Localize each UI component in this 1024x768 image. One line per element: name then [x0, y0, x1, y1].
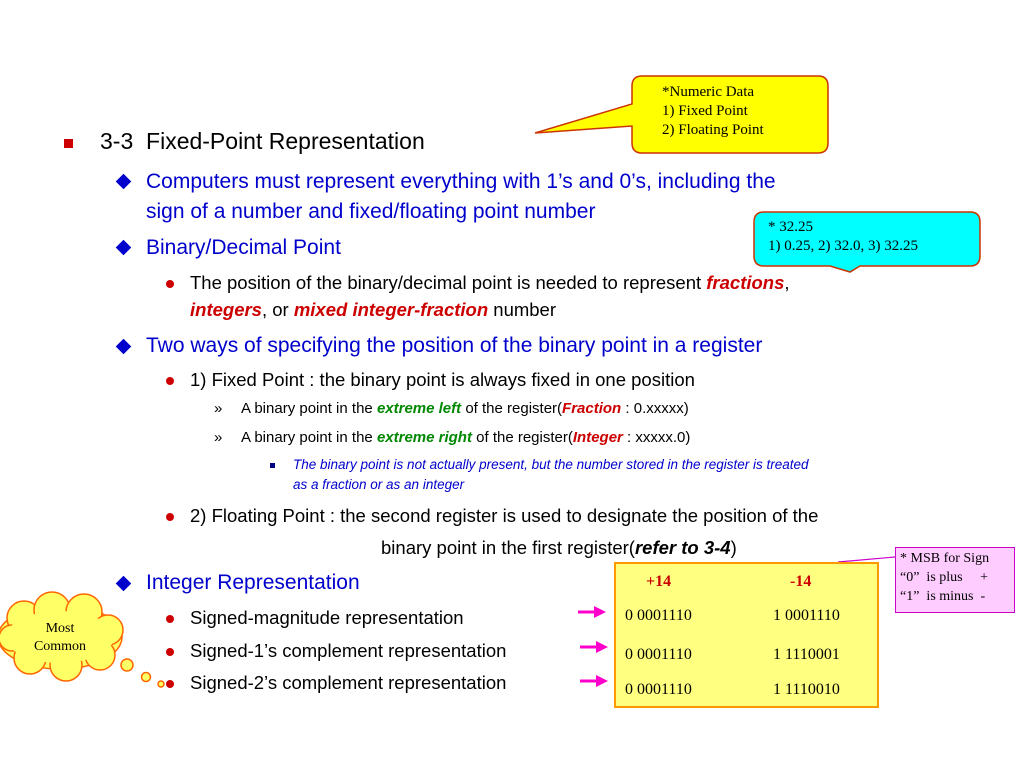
number-text: number [488, 299, 557, 320]
extreme-right-word: extreme right [376, 429, 472, 446]
msb-callout [895, 547, 1015, 613]
table-header: -14 [790, 573, 812, 590]
floating-line2-pre: binary point in the first register( [381, 537, 635, 558]
arrow-icon [578, 606, 606, 618]
floating-line2-post: ) [730, 537, 737, 558]
computers-line1: Computers must represent everything with 1’s and 0’s, including the [146, 170, 776, 193]
callout-line: 1) 0.25, 2) 32.0, 3) 32.25 [768, 238, 918, 254]
not-present-line2: as a fraction or as an integer [293, 477, 465, 492]
section-title-text: Fixed-Point Representation [146, 128, 425, 154]
binary-decimal-heading: Binary/Decimal Point [146, 236, 341, 259]
callout-line: 1) Fixed Point [662, 103, 748, 119]
table-cell: 0 0001110 [625, 681, 692, 698]
callout-line: * MSB for Sign [900, 551, 990, 566]
callout-line: *Numeric Data [662, 84, 755, 100]
refer-text: refer to 3-4 [634, 537, 731, 558]
extreme-left-mid: of the register( [461, 400, 563, 417]
example-callout [768, 218, 918, 256]
raquo-bullet: » [214, 429, 223, 446]
arrow-icon [580, 641, 608, 653]
extreme-right-mid: of the register( [471, 429, 573, 446]
fixed-point-item: 1) Fixed Point : the binary point is always fixed in one position [190, 369, 695, 390]
fraction-word: Fraction [562, 400, 622, 417]
numeric-data-callout [662, 83, 764, 140]
position-text: The position of the binary/decimal point is needed to represent [190, 272, 707, 293]
fractions-word: fractions [706, 272, 785, 293]
comma: , [784, 272, 790, 293]
extreme-right-post: : xxxxx.0) [622, 429, 691, 446]
signed-2s-item: Signed-2’s complement representation [190, 672, 507, 693]
not-present-line1: The binary point is not actually present, but the number stored in the register is treated [293, 457, 809, 472]
extreme-left-word: extreme left [376, 400, 462, 417]
table-cell: 1 1110001 [773, 646, 840, 663]
floating-line1: 2) Floating Point : the second register is used to designate the position of the [190, 505, 819, 526]
arrow-icon [580, 675, 608, 687]
extreme-right-pre: A binary point in the [241, 429, 377, 446]
raquo-bullet: » [214, 400, 223, 417]
callout-line: 2) Floating Point [662, 122, 764, 138]
signed-1s-item: Signed-1’s complement representation [190, 640, 507, 661]
table-cell: 0 0001110 [625, 646, 692, 663]
integer-rep-heading: Integer Representation [146, 571, 360, 594]
table-cell: 1 1110010 [773, 681, 840, 698]
most-common-label [20, 620, 100, 656]
cloud-tail-icon [121, 659, 164, 687]
two-ways-heading: Two ways of specifying the position of the binary point in a register [146, 334, 763, 357]
callout-line: Most [45, 621, 75, 636]
integer-word: Integer [572, 429, 623, 446]
callout-line: “1” is minus - [900, 589, 986, 604]
extreme-left-pre: A binary point in the [241, 400, 377, 417]
callout-line: * 32.25 [768, 219, 813, 235]
table-cell: 1 0001110 [773, 607, 840, 624]
extreme-left-post: : 0.xxxxx) [621, 400, 689, 417]
callout-line: “0” is plus + [900, 570, 988, 585]
or-text: , or [261, 299, 294, 320]
callout-line: Common [33, 639, 87, 654]
table-cell: 0 0001110 [625, 607, 692, 624]
table-header: +14 [646, 573, 672, 590]
signed-magnitude-item: Signed-magnitude representation [190, 607, 464, 628]
computers-line2: sign of a number and fixed/floating point number [146, 200, 596, 223]
mixed-word: mixed integer-fraction [293, 299, 489, 320]
binary-table [614, 562, 879, 708]
integers-word: integers [190, 299, 262, 320]
section-number: 3-3 [100, 128, 134, 154]
